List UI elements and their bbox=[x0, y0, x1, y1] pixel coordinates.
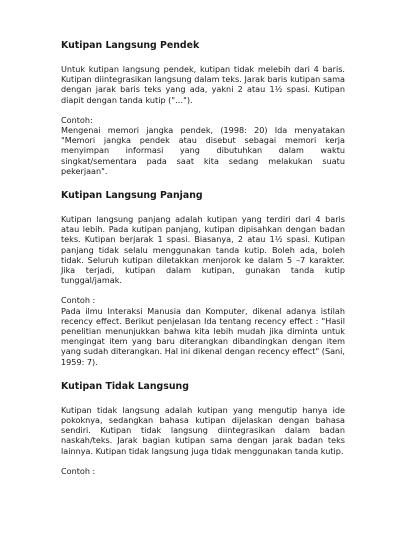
section-body: Untuk kutipan langsung pendek, kutipan tidak melebih dari 4 baris. Kutipan diintegrasikan langsung dalam teks. Jarak baris kutipan sama dengan jarak baris teks yang ada, yakni 2 atau 1½ spasi. Kutipan diapit dengan tanda kutip ("…"). bbox=[61, 64, 345, 105]
example-label: Contoh : bbox=[61, 465, 96, 476]
example-text: Pada ilmu Interaksi Manusia dan Komputer, dikenal adanya istilah recency effect. Berikut penjelasan Ida tentang recency effect : "Hasil penelitian menunjukkan bahwa kita lebih mudah jika diminta untuk mengingat item yang baru diterangkan dibandingkan dengan item yang sudah diterangkan. Hal ini dikenal dengan recency effect" (Sani, 1959: 7). bbox=[61, 305, 345, 367]
section-heading: Kutipan Tidak Langsung bbox=[61, 380, 189, 392]
example-label: Contoh : bbox=[61, 295, 96, 306]
section-heading: Kutipan Langsung Panjang bbox=[61, 190, 203, 202]
section-kutipan-tidak-langsung bbox=[61, 381, 345, 476]
section-body: Kutipan tidak langsung adalah kutipan yang mengutip hanya ide pokoknya, sedangkan bahasa kutipan dijelaskan dengan bahasa sendiri. Kutipan tidak langsung diintegrasikan dalam badan naskah/teks. Jarak bagian kutipan sama dengan jarak badan teks lainnya. Kutipan tidak langsung juga tidak menggunakan tanda kutip. bbox=[61, 404, 345, 456]
example-text: Mengenai memori jangka pendek, (1998: 20) Ida menyatakan "Memori jangka pendek atau disebut sebagai memori kerja menyimpan informasi yang dibutuhkan dalam waktu singkat/sementara pada saat kita sedang melakukan suatu pekerjaan". bbox=[61, 125, 345, 176]
section-body: Kutipan langsung panjang adalah kutipan yang terdiri dari 4 baris atau lebih. Pada kutipan panjang, kutipan dipisahkan dengan badan teks. Kutipan berjarak 1 spasi. Biasanya, 2 atau 1½ spasi. Kutipan panjang tidak selalu menggunakan tanda kutip. Boleh ada, boleh tidak. Seluruh kutipan diletakkan menjorok ke dalam 5 –7 karakter. Jika terjadi, kutipan dalam kutipan, gunakan tanda kutip tunggal/jamak. bbox=[61, 214, 345, 286]
document-page bbox=[61, 40, 345, 490]
section-kutipan-langsung-panjang bbox=[61, 190, 345, 367]
example-label: Contoh: bbox=[61, 114, 93, 125]
section-kutipan-langsung-pendek bbox=[61, 40, 345, 176]
section-heading: Kutipan Langsung Pendek bbox=[61, 40, 200, 51]
